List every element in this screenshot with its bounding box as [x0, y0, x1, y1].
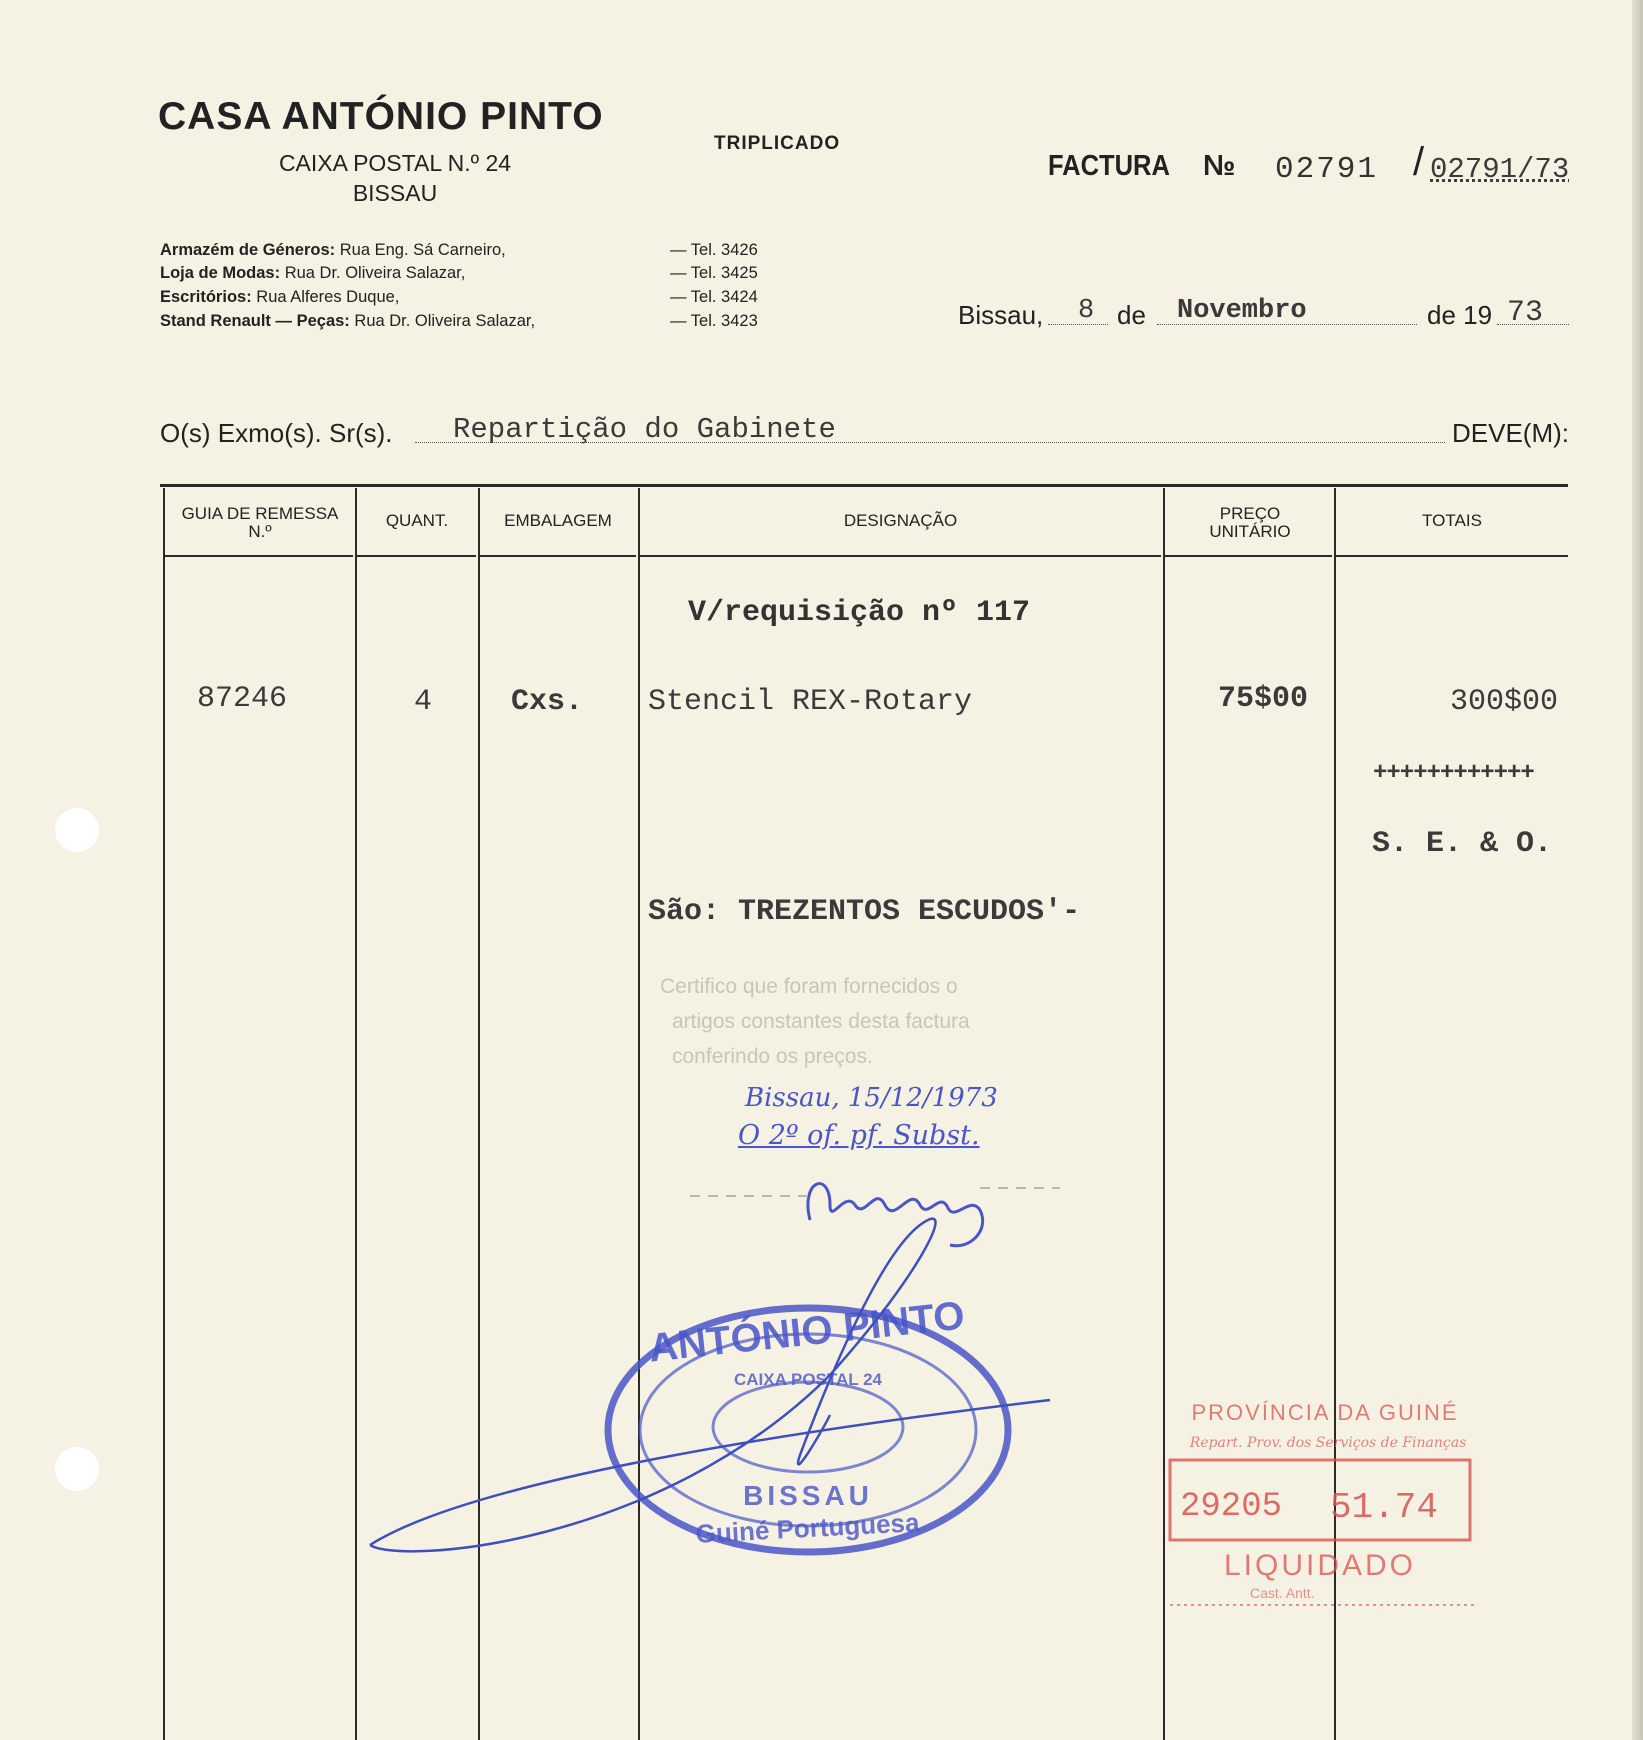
column-header-embalagem: EMBALAGEM — [504, 511, 612, 530]
certification-line: Certifico que foram fornecidos o — [660, 975, 958, 998]
company-city: BISSAU — [352, 180, 438, 206]
address-row — [160, 241, 506, 260]
errors-omissions-note: S. E. & O. — [1372, 827, 1553, 861]
certification-line: conferindo os preços. — [672, 1045, 873, 1068]
tax-stamp-status: LIQUIDADO — [1223, 1549, 1417, 1582]
address-tel: — Tel. 3423 — [670, 312, 758, 330]
address-street: Rua Alferes Duque, — [256, 288, 400, 306]
tax-stamp-number: 29205 — [1180, 1488, 1283, 1526]
address-street: Rua Eng. Sá Carneiro, — [339, 241, 506, 259]
stamp-bottom-text: Guiné Portuguesa — [694, 1507, 921, 1549]
postal-box: CAIXA POSTAL N.º 24 — [278, 150, 512, 176]
paper-edge — [1632, 0, 1643, 1740]
address-row — [160, 312, 535, 331]
date-prefix: Bissau, — [958, 300, 1044, 330]
tax-stamp-footer: Cast. Antt. — [1250, 1585, 1315, 1601]
company-stamp — [360, 1215, 1080, 1575]
header-rule — [357, 555, 476, 557]
header-rule — [1165, 555, 1332, 557]
column-header-designacao: DESIGNAÇÃO — [843, 511, 958, 530]
handwritten-date: Bissau, 15/12/1973 — [745, 1083, 998, 1113]
address-tel: — Tel. 3424 — [670, 288, 758, 306]
handwritten-official: O 2º of. pf. Subst. — [738, 1120, 980, 1151]
client-suffix: DEVE(M): — [1452, 418, 1569, 448]
address-tel: — Tel. 3425 — [670, 264, 758, 282]
address-label: Loja de Modas: — [160, 264, 281, 282]
tax-stamp — [1150, 1395, 1510, 1620]
punch-hole — [55, 808, 99, 852]
date-year-prefix: de 19 — [1427, 300, 1493, 330]
tax-stamp-province: PROVÍNCIA DA GUINÉ — [1191, 1400, 1459, 1425]
address-row — [160, 288, 399, 307]
date-month: Novembro — [1177, 296, 1307, 326]
cell-preco: 75$00 — [1218, 682, 1309, 716]
company-name: CASA ANTÓNIO PINTO — [158, 95, 604, 138]
number-sign: № — [1203, 150, 1236, 182]
tax-stamp-amount: 51.74 — [1330, 1487, 1439, 1528]
date-de: de — [1117, 300, 1146, 330]
header-rule — [163, 555, 353, 557]
cell-quant: 4 — [414, 685, 433, 719]
address-tel: — Tel. 3426 — [670, 241, 758, 259]
stamp-top-text: ANTÓNIO PINTO — [646, 1293, 967, 1371]
cell-guia: 87246 — [197, 682, 288, 716]
punch-hole — [55, 1447, 99, 1491]
total-plus-line: ++++++++++++ — [1373, 760, 1534, 787]
header-rule — [480, 555, 636, 557]
client-name: Repartição do Gabinete — [453, 413, 836, 446]
address-label: Stand Renault — Peças: — [160, 312, 350, 330]
table-top-rule — [160, 484, 1568, 487]
stamp-mid-text: BISSAU — [743, 1480, 873, 1511]
number-slash: / — [1413, 140, 1425, 184]
date-year: 73 — [1507, 296, 1544, 330]
cell-embalagem: Cxs. — [511, 685, 584, 719]
header-rule — [1336, 555, 1568, 557]
factura-label: FACTURA — [1048, 150, 1170, 182]
date-day: 8 — [1078, 296, 1095, 326]
certification-line: artigos constantes desta factura — [672, 1010, 970, 1033]
client-prefix: O(s) Exmo(s). Sr(s). — [160, 418, 393, 448]
column-header-quant: QUANT. — [385, 511, 449, 530]
address-label: Armazém de Géneros: — [160, 241, 336, 259]
tax-stamp-office: Repart. Prov. dos Serviços de Finanças — [1189, 1435, 1467, 1451]
column-divider — [355, 488, 357, 1740]
column-header-preco: PREÇO UNITÁRIO — [1209, 504, 1291, 541]
column-header-totais: TOTAIS — [1422, 511, 1482, 530]
address-street: Rua Dr. Oliveira Salazar, — [284, 264, 466, 282]
amount-in-words: São: TREZENTOS ESCUDOS'- — [648, 895, 1081, 929]
column-divider — [163, 488, 165, 1740]
cell-designacao: Stencil REX-Rotary — [648, 685, 973, 719]
invoice-number: 02791 — [1275, 152, 1379, 187]
column-header-guia: GUIA DE REMESSA N.º — [181, 504, 339, 541]
copy-label: TRIPLICADO — [714, 133, 841, 154]
address-street: Rua Dr. Oliveira Salazar, — [354, 312, 536, 330]
invoice-full-number: 02791/73 — [1430, 153, 1570, 186]
cell-total: 300$00 — [1450, 685, 1559, 719]
address-row — [160, 264, 465, 283]
address-label: Escritórios: — [160, 288, 252, 306]
requisition-reference: V/requisição nº 117 — [688, 596, 1031, 630]
stamp-sub-text: CAIXA POSTAL 24 — [734, 1370, 882, 1389]
header-rule — [640, 555, 1161, 557]
